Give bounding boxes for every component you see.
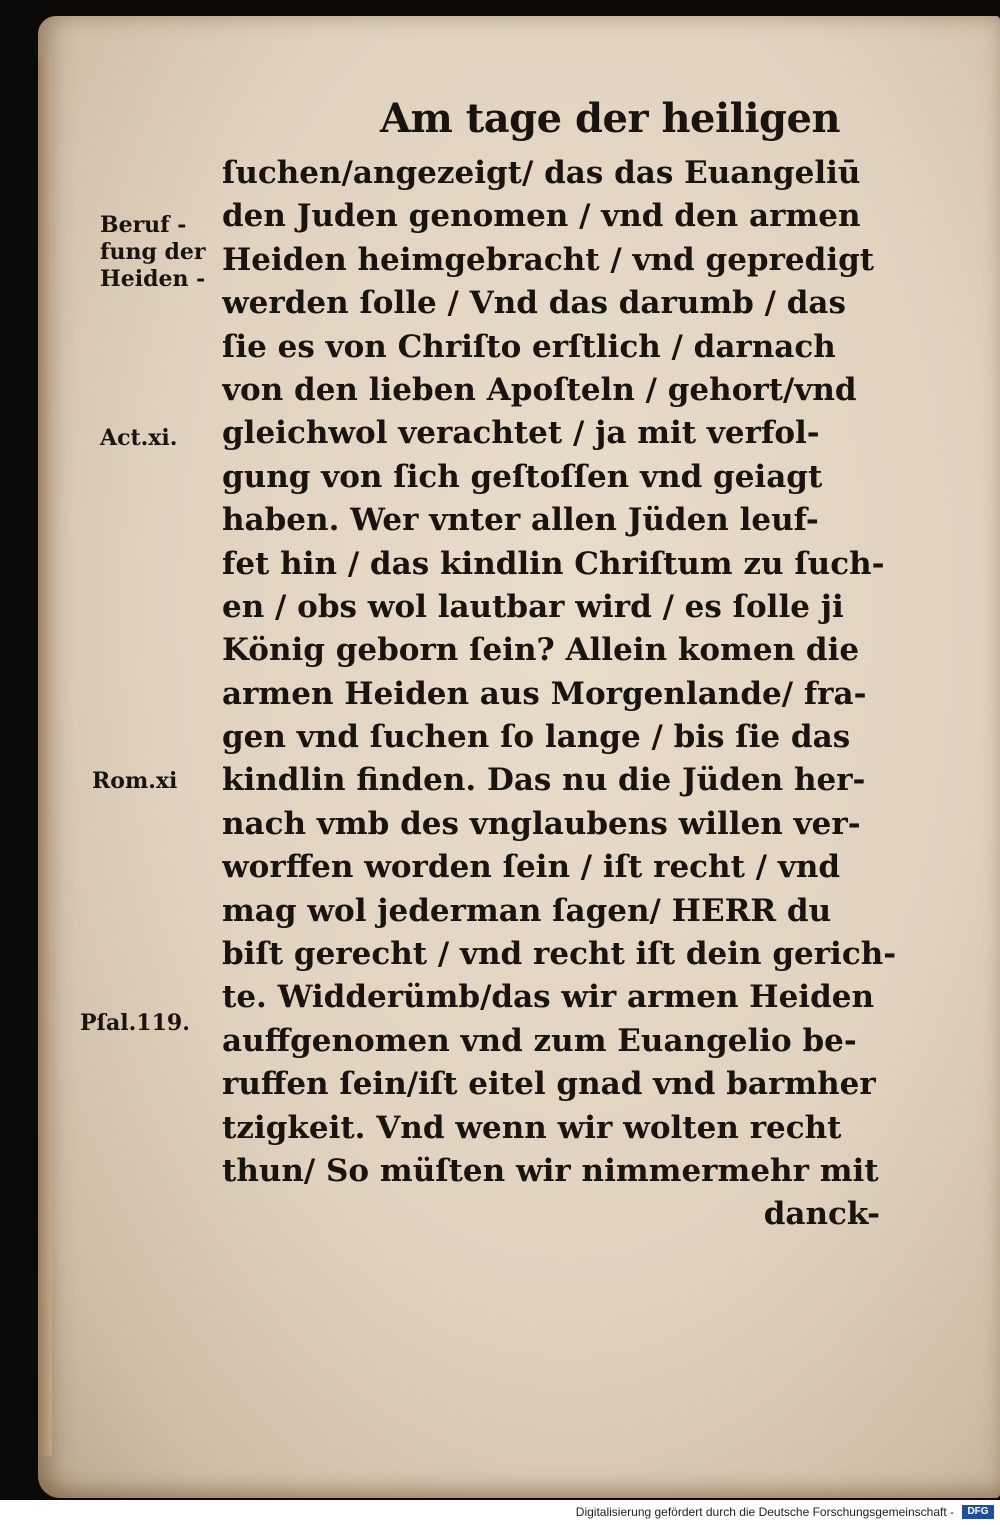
text-line: ſuchen/angezeigt/ das das Euangeliū — [222, 155, 861, 191]
text-line: gleichwol verachtet / ja mit verfol- — [222, 415, 820, 452]
text-line: von den lieben Apoſteln / gehort/vnd — [222, 371, 857, 408]
funding-credit: Digitalisierung gefördert durch die Deutsche Forschungsgemeinschaft - — [575, 1505, 954, 1519]
text-line: thun/ So müſten wir nimmermehr mit — [222, 1152, 879, 1189]
text-line: gung von ſich geſtoſſen vnd geiagt — [222, 458, 823, 495]
body-text — [222, 152, 942, 1237]
text-line: haben. Wer vnter allen Jüden leuf- — [222, 502, 819, 539]
margin-note-line: Heiden - — [100, 266, 206, 292]
running-head: Am tage der heiligen — [380, 95, 841, 142]
text-line: den Juden genomen / vnd den armen — [222, 198, 861, 235]
margin-note-berufung — [100, 212, 205, 293]
footer-bar — [0, 1500, 1000, 1525]
margin-note-line: fung der — [100, 239, 206, 265]
text-line: König geborn ſein? Allein komen die — [222, 632, 860, 669]
text-line: en / obs wol lautbar wird / es ſolle ji — [222, 588, 844, 625]
text-line: tzigkeit. Vnd wenn wir wolten recht — [222, 1109, 842, 1146]
text-line: auffgenomen vnd zum Euangelio be- — [222, 1022, 857, 1059]
dfg-logo: DFG — [962, 1505, 994, 1519]
text-line: ſie es von Chriſto erſtlich / darnach — [222, 328, 836, 365]
text-line: armen Heiden aus Morgenlande/ fra- — [222, 675, 867, 712]
margin-note-psalm: Pſal.119. — [80, 1010, 190, 1036]
text-line: ruffen ſein/iſt eitel gnad vnd barmher — [222, 1066, 876, 1103]
text-line: biſt gerecht / vnd recht iſt dein gerich- — [222, 936, 897, 973]
text-line: werden ſolle / Vnd das darumb / das — [222, 285, 846, 322]
page-binding-edge — [38, 56, 52, 1456]
text-line: kindlin finden. Das nu die Jüden her- — [222, 762, 866, 799]
catchword: danck- — [763, 1196, 880, 1233]
text-line: gen vnd ſuchen ſo lange / bis ſie das — [222, 719, 851, 756]
margin-note-line: Beruf - — [100, 212, 187, 238]
text-line: nach vmb des vnglaubens willen ver- — [222, 805, 861, 842]
margin-note-romans: Rom.xi — [92, 768, 178, 794]
text-line: fet hin / das kindlin Chriſtum zu ſuch- — [222, 545, 885, 582]
text-line: mag wol jederman ſagen/ HERR du — [222, 892, 832, 929]
margin-note-acts: Act.xi. — [100, 425, 178, 451]
text-line: worffen worden ſein / iſt recht / vnd — [222, 849, 841, 886]
text-line: te. Widderümb/das wir armen Heiden — [222, 979, 875, 1016]
text-line: Heiden heimgebracht / vnd gepredigt — [222, 241, 875, 278]
